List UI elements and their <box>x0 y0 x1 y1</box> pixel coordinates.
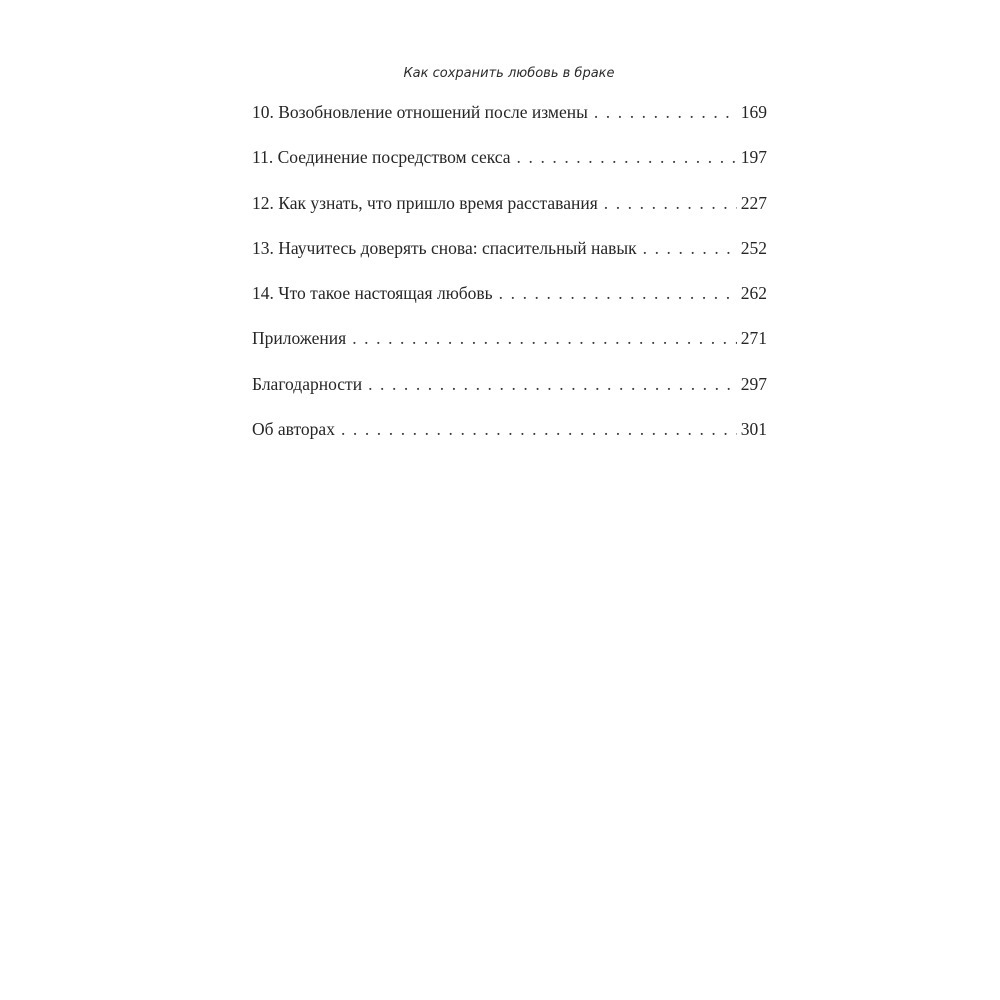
toc-entry-title: Приложения <box>252 328 347 349</box>
toc-page-number: 252 <box>740 237 767 258</box>
toc-entry <box>252 419 767 464</box>
toc-page-number: 262 <box>740 283 767 304</box>
toc-dot-leader <box>499 283 737 304</box>
toc-entry <box>252 283 767 328</box>
toc-page-number: 301 <box>740 419 767 440</box>
toc-page-number: 297 <box>740 373 767 394</box>
toc-dot-leader <box>517 147 737 168</box>
toc-entry <box>252 374 767 419</box>
toc-entry-title: 11. Соединение посредством секса <box>252 147 511 168</box>
toc-page-number: 197 <box>740 147 767 168</box>
toc-page-number: 227 <box>740 192 767 213</box>
toc-entry-title: Об авторах <box>252 419 335 440</box>
toc-entry-title: 13. Научитесь доверять снова: спасительный навык <box>252 237 637 258</box>
toc-page-number: 169 <box>740 102 767 122</box>
running-header-title: Как сохранить любовь в браке <box>403 66 615 81</box>
toc-dot-leader <box>643 238 737 259</box>
toc-dot-leader <box>604 193 737 214</box>
toc-entry <box>252 193 767 238</box>
toc-entry <box>252 147 767 192</box>
toc-dot-leader <box>352 328 737 349</box>
toc-entry-title: 10. Возобновление отношений после измены <box>252 102 588 122</box>
toc-dot-leader <box>368 374 737 395</box>
toc-entry-title: 12. Как узнать, что пришло время расставания <box>252 192 598 213</box>
toc-entry <box>252 102 767 147</box>
toc-entry <box>252 328 767 373</box>
toc-dot-leader <box>341 419 737 440</box>
toc-entry-title: Благодарности <box>252 373 363 394</box>
table-of-contents <box>252 102 767 464</box>
toc-dot-leader <box>594 102 737 123</box>
toc-page-number: 271 <box>740 328 767 349</box>
toc-entry <box>252 238 767 283</box>
toc-entry-title: 14. Что такое настоящая любовь <box>252 283 493 304</box>
